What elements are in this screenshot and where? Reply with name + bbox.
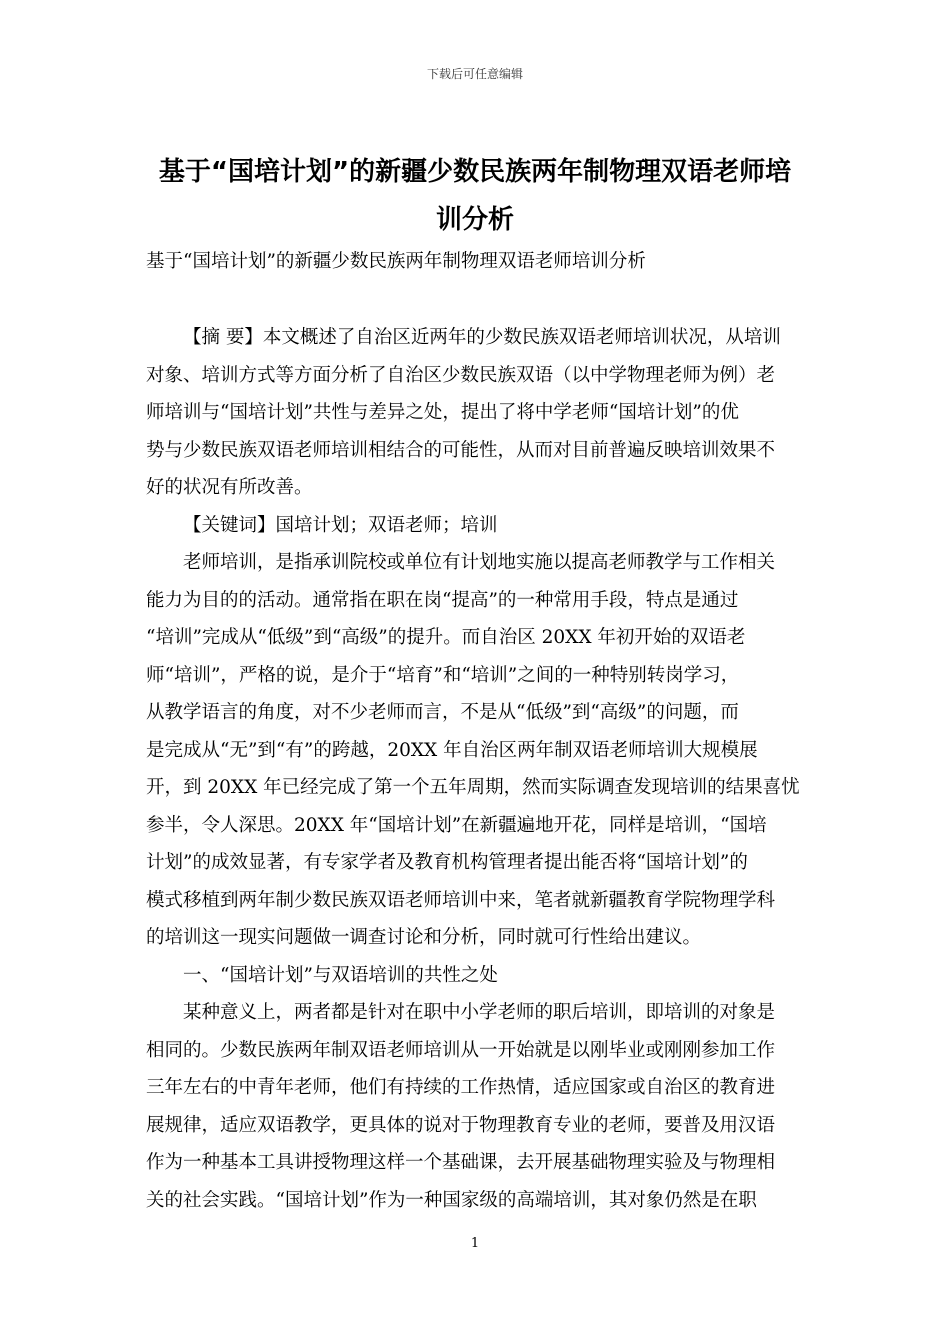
intro-line: 能力为目的的活动。通常指在职在岗“提高”的一种常用手段，特点是通过 (146, 589, 739, 611)
section1-line: 相同的。少数民族两年制双语老师培训从一开始就是以刚毕业或刚刚参加工作 (146, 1039, 776, 1061)
section1-line: 展规律，适应双语教学，更具体的说对于物理教育专业的老师，要普及用汉语 (146, 1114, 776, 1136)
intro-line: 从教学语言的角度，对不少老师而言，不是从“低级”到“高级”的问题，而 (146, 702, 739, 723)
intro-line: 是完成从“无”到“有”的跨越，20XX 年自治区两年制双语老师培训大规模展 (146, 739, 758, 761)
title-line-1: 基于“国培计划”的新疆少数民族两年制物理双语老师培 (158, 157, 792, 187)
abstract-paragraph (146, 319, 781, 507)
keywords-line: 【关键词】国培计划；双语老师；培训 (183, 515, 498, 536)
document-title (0, 148, 950, 244)
document-subtitle: 基于“国培计划”的新疆少数民族两年制物理双语老师培训分析 (146, 251, 646, 272)
section1-line: 某种意义上，两者都是针对在职中小学老师的职后培训，即培训的对象是 (183, 1002, 776, 1023)
section1-paragraph (146, 994, 775, 1219)
intro-paragraph (146, 544, 800, 957)
section1-line: 三年左右的中青年老师，他们有持续的工作热情，适应国家或自治区的教育进 (146, 1077, 776, 1098)
section1-line: 作为一种基本工具讲授物理这样一个基础课，去开展基础物理实验及与物理相 (146, 1152, 776, 1173)
keywords-paragraph (146, 507, 498, 545)
abstract-line: 势与少数民族双语老师培训相结合的可能性，从而对目前普遍反映培训效果不 (146, 439, 776, 461)
section-heading: 一、“国培计划”与双语培训的共性之处 (183, 965, 498, 986)
abstract-line: 师培训与“国培计划”共性与差异之处，提出了将中学老师“国培计划”的优 (146, 402, 739, 423)
section1-line: 关的社会实践。“国培计划”作为一种国家级的高端培训，其对象仍然是在职 (146, 1189, 757, 1211)
intro-line: 开，到 20XX 年已经完成了第一个五年周期，然而实际调查发现培训的结果喜忧 (146, 777, 800, 798)
abstract-line: 好的状况有所改善。 (146, 477, 313, 498)
section1-heading-paragraph (146, 957, 498, 995)
intro-line: 计划”的成效显著，有专家学者及教育机构管理者提出能否将“国培计划”的 (146, 852, 748, 873)
intro-line: 师“培训”，严格的说，是介于“培育”和“培训”之间的一种特别转岗学习， (146, 664, 740, 686)
title-line-2: 训分析 (435, 205, 514, 235)
intro-line: 参半，令人深思。20XX 年“国培计划”在新疆遍地开花，同样是培训，“国培 (146, 814, 767, 836)
abstract-line: 【摘 要】本文概述了自治区近两年的少数民族双语老师培训状况，从培训 (183, 327, 781, 348)
intro-line: “培训”完成从“低级”到“高级”的提升。而自治区 20XX 年初开始的双语老 (146, 627, 746, 648)
intro-line: 模式移植到两年制少数民族双语老师培训中来，笔者就新疆教育学院物理学科 (146, 889, 776, 911)
page-header: 下载后可任意编辑 (426, 67, 523, 81)
abstract-line: 对象、培训方式等方面分析了自治区少数民族双语（以中学物理老师为例）老 (146, 364, 776, 386)
intro-line: 的培训这一现实问题做一调查讨论和分析，同时就可行性给出建议。 (146, 927, 702, 948)
page-number: 1 (470, 1236, 480, 1251)
intro-line: 老师培训，是指承训院校或单位有计划地实施以提高老师教学与工作相关 (183, 552, 776, 573)
